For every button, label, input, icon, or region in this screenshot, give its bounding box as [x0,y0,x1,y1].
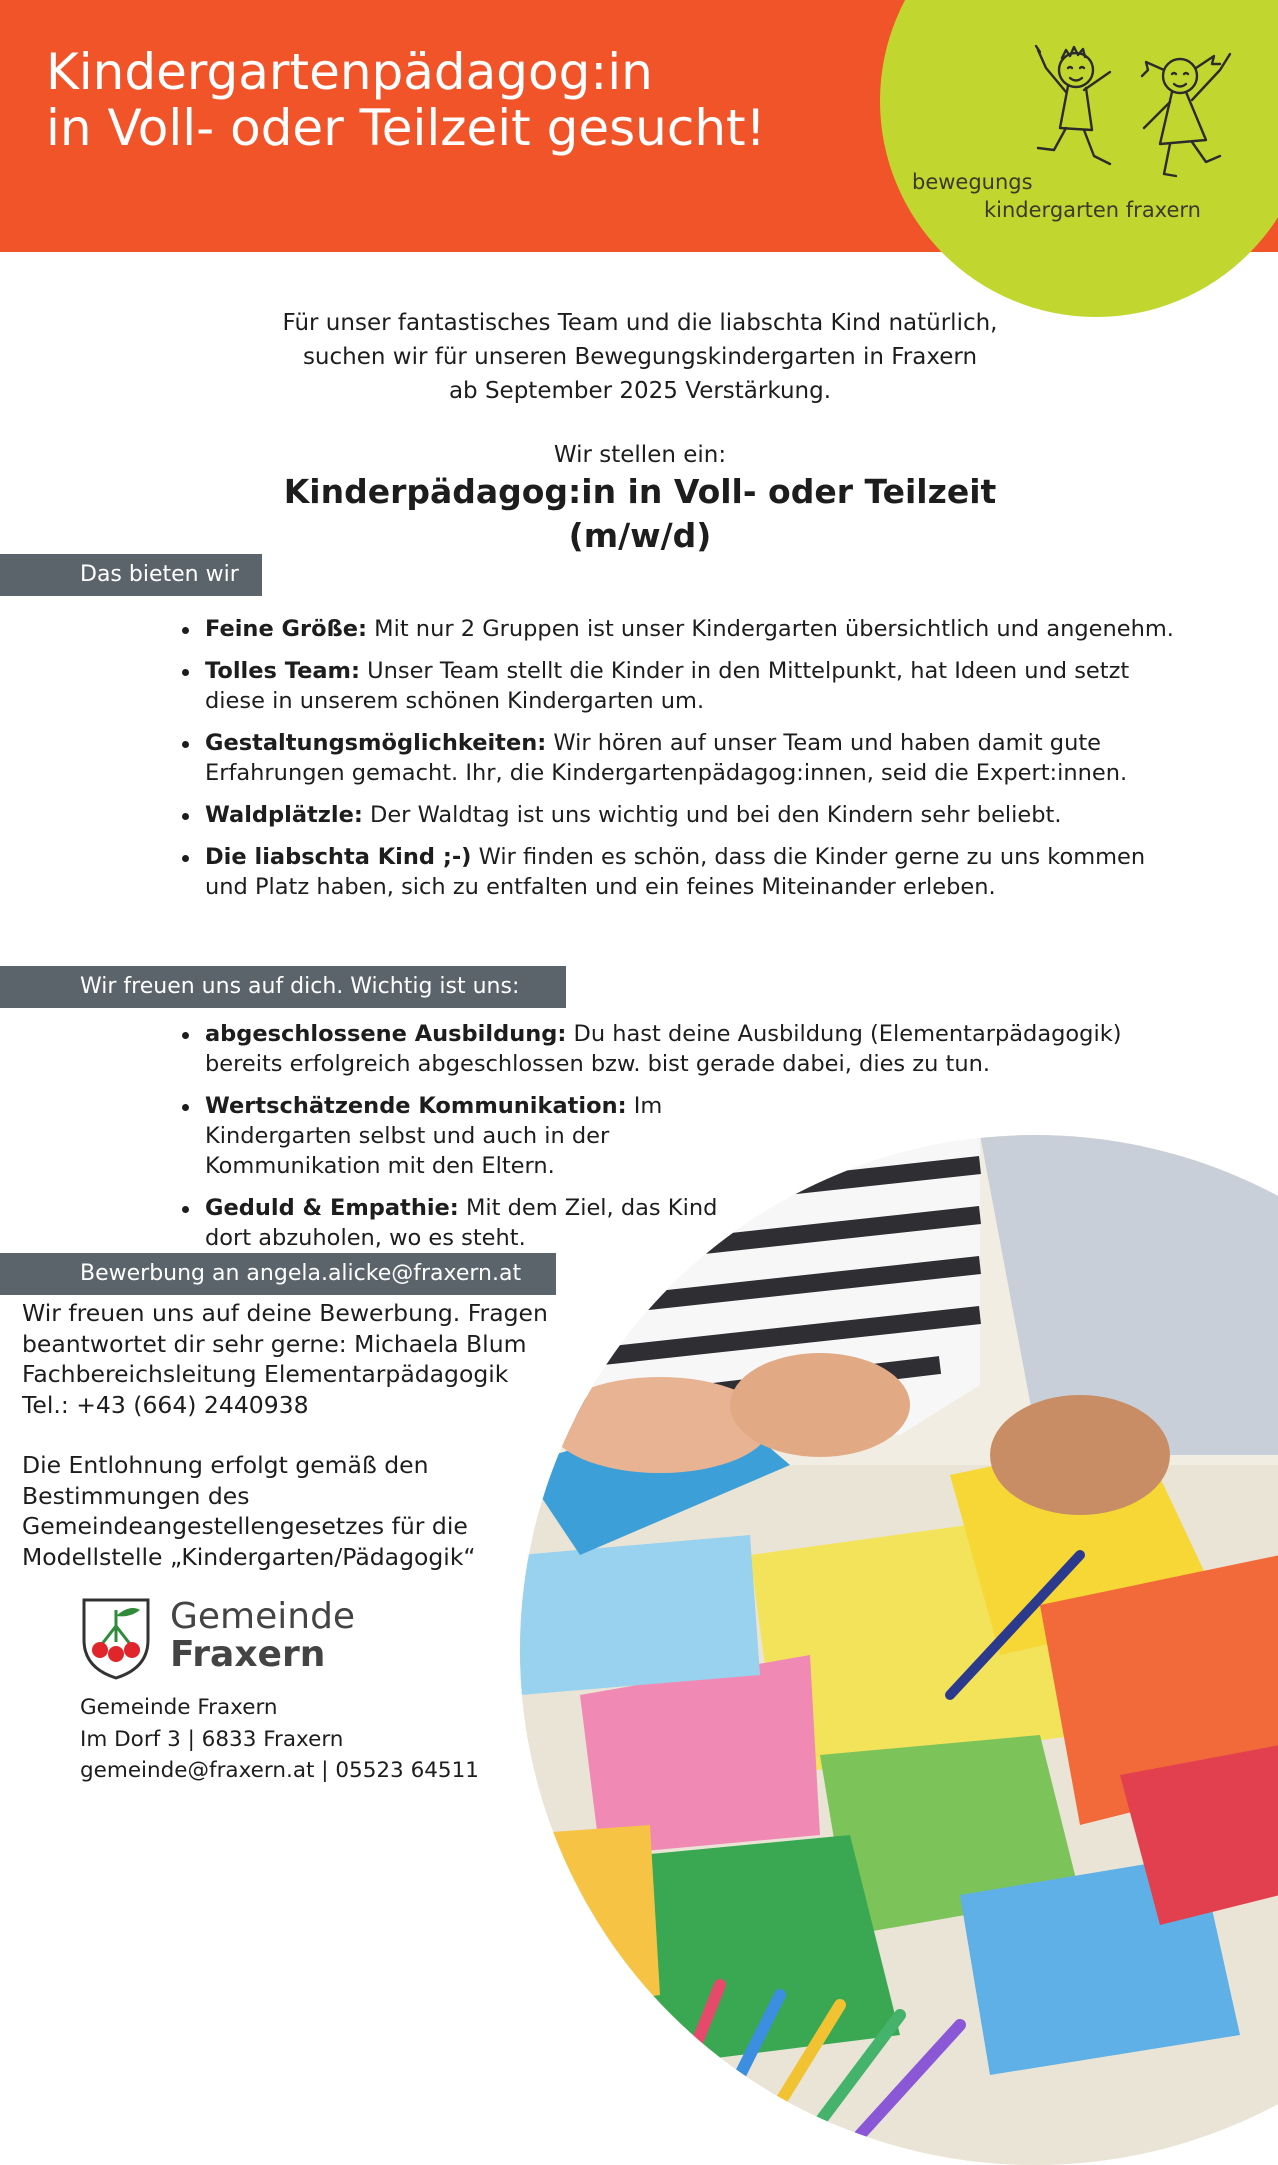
address-line: Gemeinde Fraxern [80,1695,278,1720]
gemeinde-logo-line-1: Gemeinde [170,1596,356,1637]
intro-line: ab September 2025 Verstärkung. [448,378,832,404]
salary-paragraph [22,1450,582,1572]
list-item-text: Wir hören auf unser Team und haben damit gute Erfahrungen gemacht. Ihr, die Kindergartenpädagog:innen, seid die Expert:innen. [205,730,1128,786]
list-item-label: Die liabschta Kind ;-) [205,844,472,870]
hiring-lead: Wir stellen ein: [553,442,727,468]
photo-illustration [520,1135,1278,2165]
list-item-label: Wertschätzende Kommunikation: [205,1093,627,1119]
footer-address [80,1692,479,1787]
list-item-text: Du hast deine Ausbildung (Elementarpädagogik) bereits erfolgreich abgeschlossen bzw. bist gerade dabei, dies zu tun. [205,1021,1122,1077]
gemeinde-logo-line-2: Fraxern [170,1634,326,1675]
list-item [180,1019,1160,1079]
phone-number: Tel.: +43 (664) 2440938 [22,1390,309,1419]
text-line: Bestimmungen des [22,1481,250,1510]
application-paragraph [22,1298,582,1420]
list-item [180,1091,765,1181]
list-item-label: Waldplätzle: [205,802,363,828]
logo-text-line-2: kindergarten fraxern [984,198,1201,222]
children-crafting-photo [520,1135,1278,2165]
text-line: beantwortet dir sehr gerne: Michaela Blum [22,1329,527,1358]
list-item-text: Der Waldtag ist uns wichtig und bei den Kindern sehr beliebt. [370,802,1062,828]
list-item-text: Im Kindergarten selbst und auch in der Kommunikation mit den Eltern. [205,1093,663,1179]
kindergarten-logo-text [912,168,1201,224]
list-item [180,842,1180,902]
gemeinde-coat-of-arms-icon [80,1596,152,1682]
list-item [180,728,1180,788]
position-title-line-2: (m/w/d) [568,516,712,555]
list-item [180,656,1180,716]
list-item-text: Wir finden es schön, dass die Kinder gerne zu uns kommen und Platz haben, sich zu entfalten und ein feines Miteinander erleben. [205,844,1146,900]
list-item-label: Feine Größe: [205,616,368,642]
intro-line: suchen wir für unseren Bewegungskindergarten in Fraxern [302,344,978,370]
requirements-list [180,1019,1160,1265]
list-item [180,614,1180,644]
list-item-label: Gestaltungsmöglichkeiten: [205,730,547,756]
section-heading-requirements: Wir freuen uns auf dich. Wichtig ist uns: [0,966,566,1008]
address-line: Im Dorf 3 | 6833 Fraxern [80,1726,344,1752]
offer-list [180,614,1180,914]
list-item-text: Unser Team stellt die Kinder in den Mittelpunkt, hat Ideen und setzt diese in unserem schönen Kindergarten um. [205,658,1130,714]
text-line: Fachbereichsleitung Elementarpädagogik [22,1360,509,1388]
list-item-text: Mit nur 2 Gruppen ist unser Kindergarten übersichtlich und angenehm. [374,616,1174,642]
logo-text-line-1: bewegungs [912,170,1033,194]
list-item-text: Mit dem Ziel, das Kind dort abzuholen, wo es steht. [205,1195,718,1251]
text-line: Wir freuen uns auf deine Bewerbung. Fragen [22,1299,548,1327]
intro-line: Für unser fantastisches Team und die liabschta Kind natürlich, [282,310,998,336]
text-line: Die Entlohnung erfolgt gemäß den [22,1451,429,1479]
text-line: Gemeindeangestellengesetzes für die [22,1512,468,1540]
list-item-label: Tolles Team: [205,658,360,684]
list-item [180,800,1180,830]
text-line: Modellstelle „Kindergarten/Pädagogik“ [22,1542,476,1571]
intro-paragraph [170,306,1110,408]
position-title-line-1: Kinderpädagog:in in Voll- oder Teilzeit [283,472,997,511]
gemeinde-logo-text [170,1598,355,1674]
section-heading-application: Bewerbung an angela.alicke@fraxern.at [0,1253,556,1295]
list-item [180,1193,765,1253]
list-item-label: abgeschlossene Ausbildung: [205,1021,567,1047]
title-line-2: in Voll- oder Teilzeit gesucht! [46,99,766,157]
list-item-label: Geduld & Empathie: [205,1195,459,1221]
position-title [170,470,1110,558]
title-line-1: Kindergartenpädagog:in [46,43,653,101]
page-title [46,44,866,156]
application-info [22,1298,582,1602]
section-heading-offer: Das bieten wir [0,554,262,596]
contact-line: gemeinde@fraxern.at | 05523 64511 [80,1758,479,1783]
